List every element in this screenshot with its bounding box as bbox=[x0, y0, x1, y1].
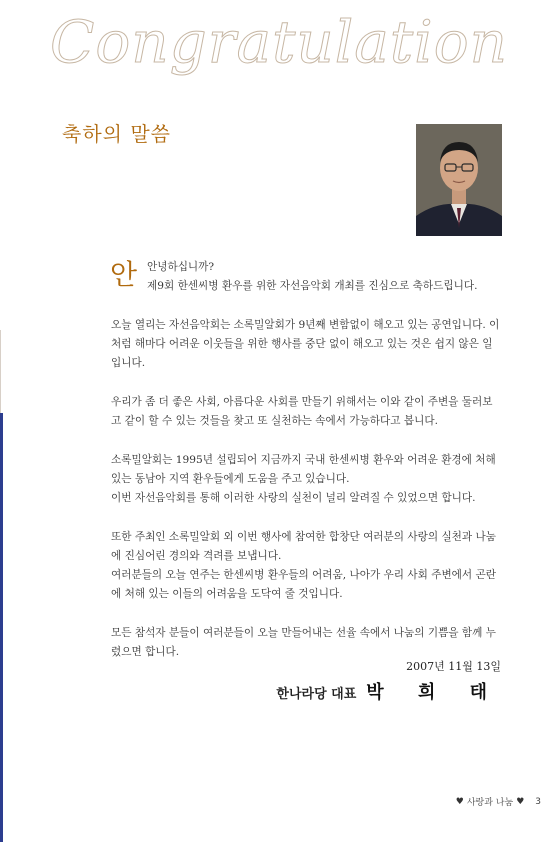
paragraph-text: 모든 참석자 분들이 여러분들이 오늘 만들어내는 선율 속에서 나눔의 기쁨을 함께 누렸으면 합니다. bbox=[111, 627, 496, 658]
page-number: 3 bbox=[535, 796, 541, 807]
paragraph bbox=[111, 451, 501, 508]
intro-greeting: 안녕하십니까? bbox=[147, 261, 215, 273]
intro-block bbox=[147, 258, 501, 296]
paragraph-text: 소록밀알회는 1995년 설립되어 지금까지 국내 한센씨병 환우와 어려운 환경에 처해 있는 동남아 지역 환우들에게 도움을 주고 있습니다. bbox=[111, 454, 496, 485]
paragraph-text: 오늘 열리는 자선음악회는 소록밀알회가 9년째 변함없이 해오고 있는 공연입니다. 이처럼 해마다 어려운 이웃들을 위한 행사를 중단 없이 해오고 있는 것은 쉽지 않은 일입니다. bbox=[111, 319, 500, 369]
paragraph-text: 또한 주최인 소록밀알회 외 이번 행사에 참여한 합창단 여러분의 사랑의 실천과 나눔에 진심어린 경의와 격려를 보냅니다. bbox=[111, 531, 496, 562]
signature-title: 한나라당 대표 bbox=[276, 687, 357, 702]
paragraph bbox=[111, 528, 501, 604]
page-footer bbox=[456, 795, 541, 808]
paragraph-text: 이번 자선음악회를 통해 이러한 사랑의 실천이 널리 알려질 수 있었으면 합니다. bbox=[111, 492, 476, 504]
drop-cap: 안 bbox=[110, 258, 138, 291]
paragraph-text: 우리가 좀 더 좋은 사회, 아름다운 사회를 만들기 위해서는 이와 같이 주변을 둘러보고 같이 할 수 있는 것들을 찾고 또 실천하는 속에서 가능하다고 봅니다. bbox=[111, 396, 493, 427]
paragraph-text: 여러분들의 오늘 연주는 한센씨병 환우들의 어려움, 나아가 우리 사회 주변에서 곤란에 처해 있는 이들의 어려움을 도닥여 줄 것입니다. bbox=[111, 569, 496, 600]
portrait-icon bbox=[416, 124, 502, 236]
signature-block bbox=[276, 678, 501, 704]
margin-accent-bar bbox=[0, 413, 3, 842]
page-title: 축하의 말씀 bbox=[62, 122, 171, 146]
intro-congratulation: 제9회 한센씨병 환우를 위한 자선음악회 개최를 진심으로 축하드립니다. bbox=[147, 280, 478, 292]
portrait-photo bbox=[416, 124, 502, 236]
paragraph bbox=[111, 393, 501, 431]
margin-accent-light bbox=[0, 330, 1, 415]
signature-name: 박 희 태 bbox=[366, 682, 501, 703]
heart-icon: ♥ bbox=[516, 796, 525, 807]
heart-icon: ♥ bbox=[455, 796, 464, 807]
letter-date: 2007년 11월 13일 bbox=[406, 660, 501, 673]
header-script-title: Congratulation bbox=[50, 8, 509, 76]
paragraph bbox=[111, 316, 501, 373]
paragraph bbox=[111, 624, 501, 662]
footer-label: 사랑과 나눔 bbox=[466, 798, 514, 808]
letter-body bbox=[111, 258, 501, 682]
